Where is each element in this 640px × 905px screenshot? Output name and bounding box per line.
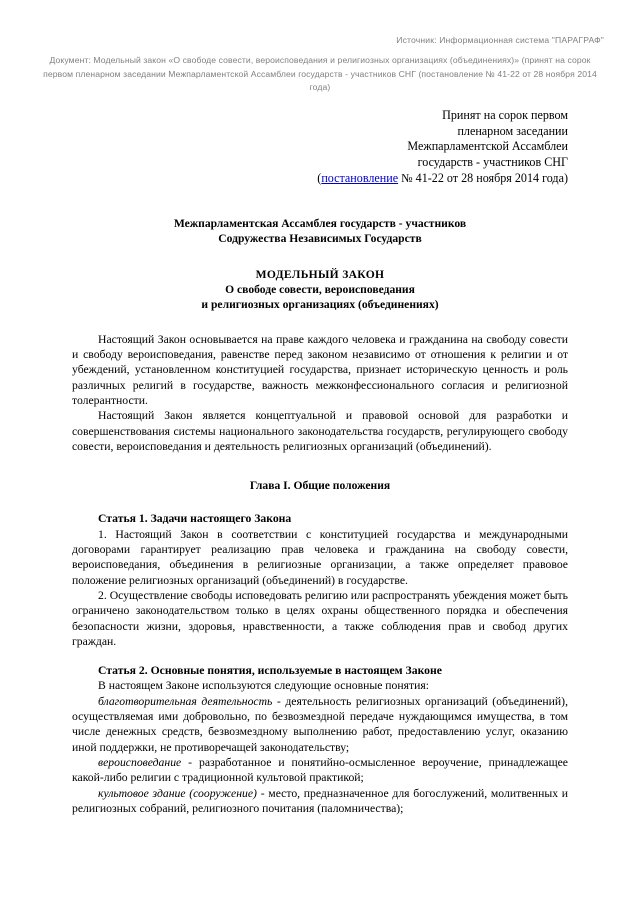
term-label: благотворительная деятельность bbox=[98, 694, 273, 708]
article-1-paragraph-1: 1. Настоящий Закон в соответствии с конституцией государства и международными договорами гарантирует реализацию прав человека и гражданина на свободу совести, вероисповедания, объединения в религиозные организации, а также определяет правовое положение религиозных организаций (объединений) в государстве. bbox=[72, 527, 568, 587]
article-2-intro: В настоящем Законе используются следующие основные понятия: bbox=[98, 679, 430, 693]
term-label: вероисповедание bbox=[98, 756, 182, 770]
article-2-heading: Статья 2. Основные понятия, используемые в настоящем Законе bbox=[98, 663, 442, 677]
adoption-resolution-line bbox=[0, 171, 568, 187]
law-title-line-1: О свободе совести, вероисповедания bbox=[225, 283, 415, 297]
adoption-line-2: пленарном заседании bbox=[457, 123, 568, 138]
assembly-line-1: Межпарламентская Ассамблея государств - участников bbox=[173, 217, 467, 231]
adoption-line-1: Принят на сорок первом bbox=[442, 108, 568, 123]
term-text: - место, предназначенное для богослужений, молитвенных и религиозных собраний, религиозного почитания (паломничества); bbox=[72, 786, 569, 816]
paren-open: ( bbox=[317, 170, 322, 185]
source-line: Источник: Информационная система "ПАРАГРАФ" bbox=[396, 35, 604, 45]
term-text: - деятельность религиозных организаций (объединений), осуществляемая ими добровольно, по безвозмездной передаче нуждающимся имущества, в том числе денежных средств, безвозмездному выполнению работ, предоставлению услуг, оказанию иной поддержки, не противоречащей законодательству; bbox=[72, 694, 568, 754]
law-title-line-2: и религиозных организациях (объединениях) bbox=[201, 298, 439, 312]
article-1-section bbox=[0, 511, 640, 649]
article-1-paragraph-2: 2. Осуществление свободы исповедовать религию или распространять убеждения может быть ограничено законодательством только в целях охраны общественного порядка и обеспечения безопасности жизни, здоровья, нравственности, а также соблюдения прав и свобод других граждан. bbox=[72, 589, 568, 649]
term-definition-item bbox=[72, 694, 568, 755]
term-definition-item bbox=[72, 755, 568, 786]
term-text: - разработанное и понятийно-осмысленное вероучение, принадлежащее какой-либо религии с традиционной культовой практикой; bbox=[72, 756, 568, 785]
assembly-heading bbox=[0, 216, 640, 247]
article-2-section bbox=[0, 663, 640, 816]
preamble-paragraph-1: Настоящий Закон основывается на праве каждого человека и гражданина на свободу совести и свободу вероисповедания, равенстве перед законом независимо от отношения к религии и от убеждений, установленном конституцией государства, признает историческую ценность и роль различных религий в государстве, важность межконфессионального согласия и религиозной толерантности. bbox=[72, 332, 568, 408]
assembly-line-2: Содружества Независимых Государств bbox=[218, 232, 422, 246]
adoption-block bbox=[0, 108, 640, 186]
document-description-line: Документ: Модельный закон «О свободе совести, вероисповедания и религиозных организациях (объединениях)» (принят на сорок первом пленарном заседании Межпарламентской Ассамблеи государств - участников СНГ (постановление № 41-22 от 28 ноября 2014 года) bbox=[43, 55, 597, 92]
preamble-paragraph-2: Настоящий Закон является концептуальной и правовой основой для разработки и совершенствования системы национального законодательства государств, регулирующего свободу совести, вероисповедания и деятельность религиозных организаций (объединений). bbox=[72, 409, 568, 454]
article-1-heading: Статья 1. Задачи настоящего Закона bbox=[98, 512, 292, 526]
preamble-section bbox=[0, 332, 640, 455]
law-title-kind: МОДЕЛЬНЫЙ ЗАКОН bbox=[255, 267, 385, 281]
adoption-line-4: государств - участников СНГ bbox=[417, 154, 568, 169]
resolution-link[interactable]: постановление bbox=[321, 170, 399, 185]
document-meta-header bbox=[0, 0, 640, 94]
adoption-line-3: Межпарламентской Ассамблеи bbox=[407, 139, 568, 154]
resolution-number: № 41-22 от 28 ноября 2014 года) bbox=[398, 170, 568, 185]
term-definition-item bbox=[72, 786, 568, 817]
term-label: культовое здание (сооружение) bbox=[98, 786, 257, 800]
law-title bbox=[0, 267, 640, 313]
chapter-1-heading: Глава I. Общие положения bbox=[249, 479, 391, 493]
